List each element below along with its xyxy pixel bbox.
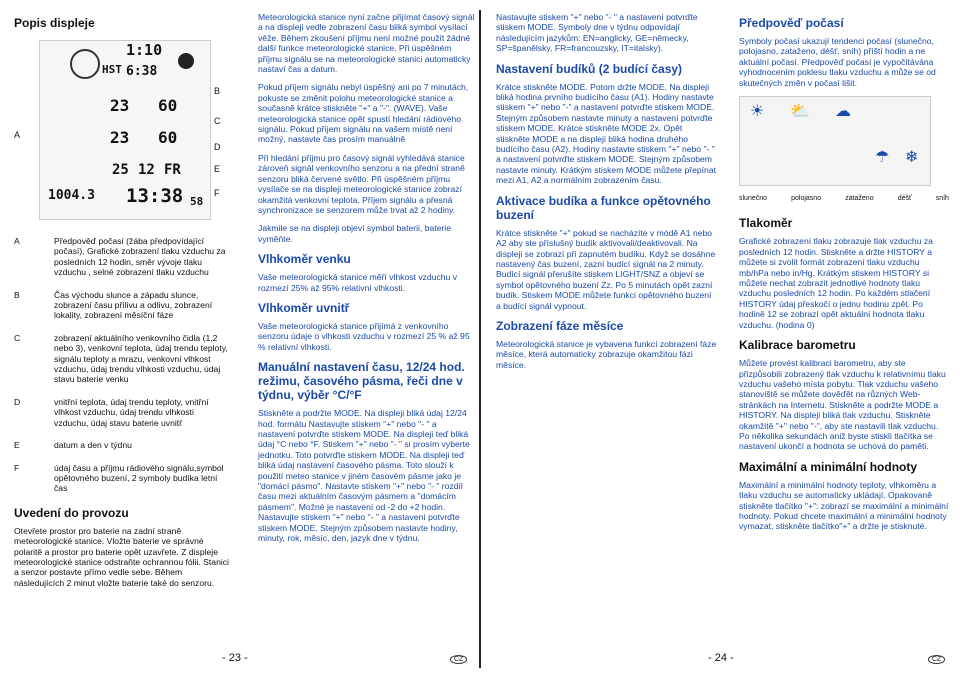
weather-icons-figure — [739, 96, 931, 186]
budik-text: Krátce stiskněte MODE. Potom držte MODE. Na displeji bliká hodina prvního budícího času (A1). Hodiny nastavte stiskem "+" nebo "-" a nastavení potvrďte stiskem MODE. Stejným způsobem nastavte minuty a nastavení potvrďte stiskem MODE. Krátce stiskněte MODE 2x. Opět stiskněte MODE a na displeji bliká hodina druhého budícího času (A2). Hodiny nastavte stiskem "+" nebo "- " a nastavení potvrďte stiskem MODE. Stejným způsobem nastavte minuty. Krátkým stiskem MODE můžete přepínat mezi A1, A2 a normálním zobrazením času. — [496, 81, 717, 186]
lcd-clock: 13:38 — [126, 185, 184, 207]
lang-badge-right — [924, 652, 945, 664]
lcd-weekday: FR — [164, 162, 181, 178]
moon-icon — [178, 53, 194, 69]
weather-label: polojasno — [791, 195, 822, 203]
uvedeni-text: Otevřete prostor pro baterie na zadní straně meteorologické stanice. Vložte baterie ve správné polaritě a prostor pro baterie opět uzavřete. Z displeje meteorologické stanice odstraňte ochrannou fólii. Stanici a senzor postavte přímo vedle sebe. Během následujících 2 minut vložte baterie také do senzoru. — [14, 525, 229, 588]
definition-row — [14, 440, 229, 450]
lcd-time2: 6:38 — [126, 64, 158, 79]
lcd-panel — [39, 40, 211, 220]
column-2 — [258, 12, 476, 551]
section-title-tlakomer: Tlakoměr — [739, 216, 793, 231]
lcd-pressure: 1004.3 — [48, 188, 95, 203]
figure-label-d: D — [214, 142, 221, 152]
lang-badge-left — [446, 652, 467, 664]
predpoved-text: Symboly počasí ukazují tendenci počasí (slunečno, polojasno, zataženo, déšť, sníh) příští hodin a ne aktuální počasí. Předpověď počasí je vypočítávána vyhodnocením poklesu tlaku vzduchu a může se od skutečných změn v počasí lišit. — [739, 36, 936, 88]
col2-paragraph-3: Při hledání příjmu pro časový signál vyhledává stanice zároveň signál venkovního senzoru a na přední straně senzoru bliká červené světlo. Při úspěšném příjmu vysílače se na displeji meteorologické stanice zobrazí okamžitá venkovní teplota. Příjem signálu a přesná synchronizace se senzorem může trvat až 2 hodiny. — [258, 152, 465, 215]
definition-row — [14, 333, 229, 385]
figure-label-e: E — [214, 164, 221, 174]
manual-text: Stiskněte a podržte MODE. Na displeji bliká údaj 12/24 hod. formátu Nastavujte stiskem "+" nebo "- " a nastavení potvrďte stiskem MODE. Na displeji teď bliká údaj °C nebo °F. Stiskem "+" nebo "- " si prosím vyberte jednotku. Toto potvrďte stiskem MODE. Na displeji teď bliká údaj nastavení časového pásma. Toto slouží k použití meteo stanice v jiném časovém pásme jako je "domácí pásmo". Nastavte stiskem "+" nebo "- " rozdíl času mezi aktuálním časovým pásmem a "domácím pásmem". Možné je nastavení od -2 do +2 hodin. Nastavujte stiskem "+" nebo "- " a nastavení potvrďte stiskem MODE. Stejným způsobem nastavte hodiny, minuty, rok, měsíc, den, jazyk dne v týdnu. — [258, 408, 470, 544]
kalibrace-text: Můžete provést kalibraci barometru, aby ste přizpůsobili zobrazený tlak vzduchu k relativnímu tlaku vzduchu vašeho místa pobytu. Tlak vzduchu vašeho stanoviště se můžete dověďět na různých Web-stránkách na Internetu. Stiskněte a podržte MODE a HISTORY. Na displeji bliká tlak vzduchu. Stiskněte okamžitě "+" nebo "-", aby ste nastavili tlak vzduchu. Po několika sekundách aniž byste stiskli tlačítka se nastavení ukončí a hodnota se uchová do paměti. — [739, 358, 946, 452]
weather-label: déšť — [897, 195, 912, 203]
lcd-date-month: 12 — [138, 162, 155, 178]
left-column — [14, 12, 229, 596]
definition-row — [14, 463, 229, 494]
weather-label: zataženo — [845, 195, 874, 203]
lcd-date-day: 25 — [112, 162, 129, 178]
lcd-time1: 1:10 — [126, 41, 163, 59]
section-title-display: Popis displeje — [14, 16, 95, 30]
section-title-predpoved: Předpověď počasí — [739, 16, 844, 30]
umbrella-icon: ☂ — [875, 149, 890, 167]
definition-text: datum a den v týdnu — [54, 440, 132, 451]
lcd-hum2: 60 — [158, 128, 178, 147]
display-figure — [14, 40, 229, 218]
section-title-aktivace: Aktivace budíka a funkce opětovného buzení — [496, 193, 711, 222]
col2-paragraph-2: Pokud příjem signálu nebyl úspěšný ani po 7 minutách, pokuste se změnit polohu meteorologické stanice a současně krátce stiskněte "+" a "-". (WAVE). Vaše meteorologická stanice opět spustí hledání rádiového signálu. Pokud příjem signálu na vašem místě není možný, nastavte čas prosím manuálně — [258, 82, 469, 145]
frog-icon — [70, 49, 100, 79]
definition-key: B — [14, 289, 20, 300]
mesic-text: Meteorologická stanice je vybavena funkcí zobrazení fáze měsíce, která automaticky zobrazuje okamžitou fázi měsíce. — [496, 338, 717, 370]
lcd-hst: HST — [102, 63, 122, 76]
page-number-right: - 24 - — [708, 652, 734, 664]
section-title-uvedeni: Uvedení do provozu — [14, 505, 129, 520]
column-4 — [739, 12, 949, 540]
definition-row — [14, 290, 229, 321]
definition-text: Předpověď počasí (žába předpovídající počasí), Grafické zobrazení tlaku vzduchu za posledních 12 hodin, směr vývoje tlaku vzduchu , selné zobrazení tlaku vzduchu — [54, 236, 226, 278]
definition-text: Čas východu slunce a západu slunce, zobrazení času přílivu a odlivu, zobrazení lokality, zobrazení měsíční fáze — [54, 289, 213, 321]
definition-row — [14, 236, 229, 278]
definition-key: A — [14, 236, 20, 246]
snowflake-icon: ❄ — [905, 149, 919, 167]
definition-list — [14, 236, 229, 494]
definition-key: F — [14, 462, 20, 473]
section-title-manual: Manuální nastavení času, 12/24 hod. režimu, časového pásma, řeči dne v týdnu, výběr °C/°F — [258, 360, 465, 403]
section-title-maxmin: Maximální a minimální hodnoty — [739, 459, 918, 474]
cloud-icon: ☁ — [835, 103, 851, 121]
definition-row — [14, 397, 229, 428]
lcd-hum1: 60 — [158, 96, 178, 115]
figure-label-f: F — [214, 188, 220, 198]
definition-key: D — [14, 396, 21, 407]
vlhkomer-venku-text: Vaše meteorologická stanice měří vlhkost vzduchu v rozmezí 25% až 95% relativní vlhkosti. — [258, 272, 458, 293]
col2-paragraph-1: Meteorologická stanice nyní začne přijímat časový signál a na displeji vedle zobrazení času bliká symbol vysílací věže. Během zkoušení příjmu není možné použít žádné další funkce meteorologické stanice. Při úspěšném příjmu signálu se na meteorologické stanici automaticky nastaví čas a datum. — [258, 12, 475, 75]
sun-icon: ☀ — [750, 103, 765, 121]
column-3 — [496, 12, 718, 378]
section-title-mesic: Zobrazení fáze měsíce — [496, 318, 624, 333]
section-title-vlhkomer-venku: Vlhkoměr venku — [258, 252, 351, 267]
weather-label: sníh — [935, 195, 949, 203]
section-title-budik: Nastavení budíků (2 budící časy) — [496, 61, 683, 76]
weather-labels — [739, 194, 949, 204]
page-number-left: - 23 - — [222, 652, 248, 664]
lcd-temp2: 23 — [110, 128, 130, 147]
col2-paragraph-4: Jakmile se na displeji objeví symbol baterii, baterie vyměňte. — [258, 223, 451, 244]
lcd-clock-sec: 58 — [190, 195, 204, 208]
figure-label-a: A — [14, 130, 21, 140]
col3-paragraph-1: Nastavujte stiskem "+" nebo "- " a nastavení potvrďte stiskem MODE. Symboly dne v týdnu odpovídají následujícím jazykům: EN=anglicky, GE=německy, SP=španělsky, FR=francouzsky, IT=italsky). — [496, 12, 698, 54]
definition-text: vnitřní teplota, údaj trendu teploty, vnitřní vlhkost vzduchu, údaj trendu vlhkosti vzduchu, údaj stavu baterie uvnitř — [54, 396, 209, 428]
tlakomer-text: Grafické zobrazení tlaku zobrazuje tlak vzduchu za posledních 12 hodin. Stiskněte a držte HISTORY a můžete si zvolit formát zobrazení tlaku vzduchu mb/hPa nebo in/Hg. Krátkým stiskem HISTORY si můžete nechat zobrazit jednotlivé hodnoty tlaku vzduchu posledních 12 hodin. Po každém stlačení HISTORY údaj přeskočí o jednu hodinu zpět. Po hodině 12 se zobrazí opět aktuální hodnota tlaku vzduchu. (hodina 0) — [739, 236, 933, 330]
vlhkomer-uvnitr-text: Vaše meteorologická stanice přijímá z venkovního senzoru údaje o vlhkosti vzduchu v rozmezí 25 % až 95 % relativní vlhkosti. — [258, 320, 470, 352]
lang-label: CZ — [928, 655, 945, 664]
section-title-vlhkomer-uvnitr: Vlhkoměr uvnitř — [258, 300, 350, 315]
definition-text: údaj času a příjmu rádiového signálu,symbol opětovného buzení, 2 symboly budíka letní čas — [54, 462, 224, 494]
definition-key: E — [14, 440, 20, 451]
aktivace-text: Krátce stiskněte "+" pokud se nacházíte v módě A1 nebo A2 aby ste příslušný budík aktivovali/deaktivovali. Na displeji se zobrazí při zapnutém budíku. Když se dosáhne nastavený čas buzení, zazní budící signál na 2 minuty. Budící signál přerušíte stiskem LIGHT/SNZ a objeví se symbol opětovného buzení Zz. Po 5 minutách opět zazní budík. Stiskem MODE můžete funkci opětovného buzení a budící signál vypnout. — [496, 227, 716, 311]
figure-label-b: B — [214, 86, 221, 96]
figure-label-c: C — [214, 116, 221, 126]
weather-label: slunečno — [739, 195, 768, 203]
definition-text: zobrazení aktuálního venkovního čidla (1,2 nebo 3), venkovní teplota, údaj trendu teploty, signálu teploty a mrazu, venkovní vlhkost vzduchu, údaj trendu vlhkosti vzduchu, údaj stavu baterie venku — [54, 332, 228, 385]
cloud-sun-icon: ⛅ — [790, 103, 810, 121]
lcd-temp1: 23 — [110, 96, 130, 115]
maxmin-text: Maximální a minimální hodnoty teploty, vlhkoměru a tlaku vzduchu se automaticky ukládají. Opakovaně stiskněte tlačítko "+": zobrazí se maximální a minimální hodnoty. Pokud chcete maximální a minimální hodnoty vymazat, stiskněte tlačítko"+" a držte je stisknuté. — [739, 479, 949, 532]
section-title-kalibrace: Kalibrace barometru — [739, 338, 856, 353]
definition-key: C — [14, 332, 21, 343]
page-divider — [479, 10, 481, 668]
lang-label: CZ — [450, 655, 467, 664]
